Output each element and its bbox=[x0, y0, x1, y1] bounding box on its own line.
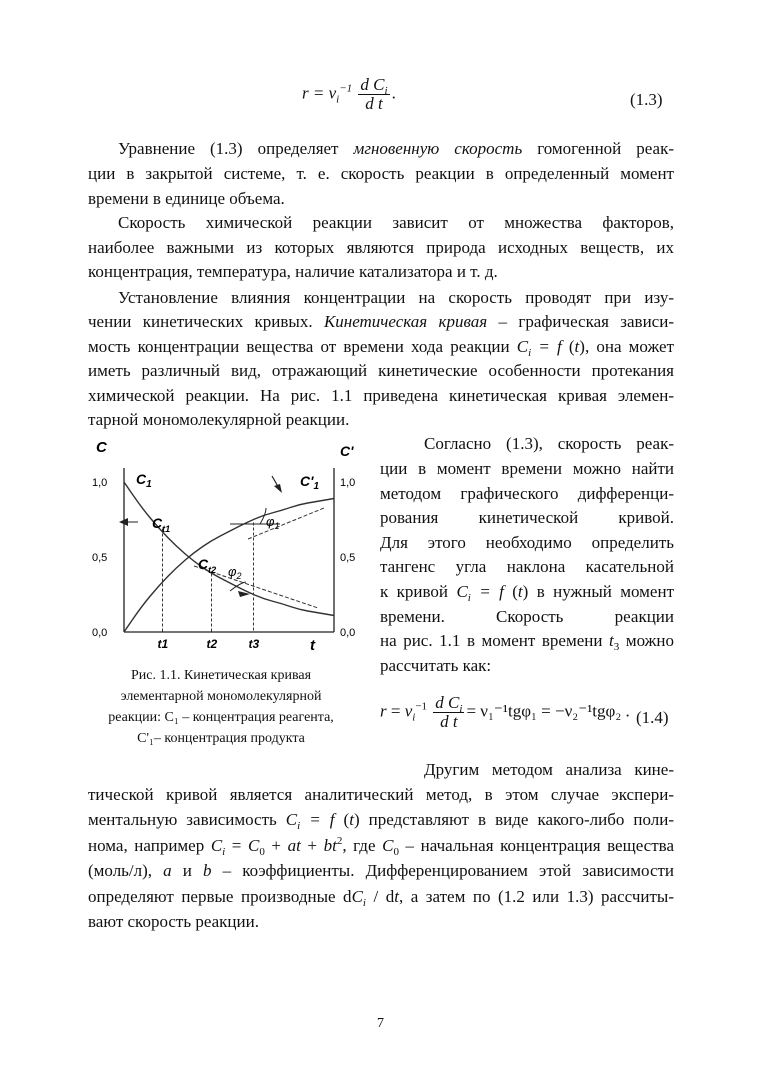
text-line: Другим методом анализа кине- bbox=[424, 760, 674, 779]
eq-fraction: $\frac{d C_i}{\text{d t}}$ bbox=[360, 75, 388, 113]
kinetic-curve-figure bbox=[88, 436, 360, 658]
text-line: Установление влияния концентрации на скорость проводят при изу- bbox=[118, 288, 674, 307]
chart-curves bbox=[124, 482, 334, 632]
label-c1: $C_1$ bbox=[136, 471, 152, 490]
text-line: тангенс угла наклона касательной bbox=[380, 557, 674, 576]
text-line: ции в момент времени можно найти bbox=[380, 459, 674, 478]
label-c1-prime: $C'_1$ bbox=[300, 473, 320, 492]
text-line: времени. Скорость реакции bbox=[380, 607, 674, 626]
text-line: (моль/л), a и b – коэффициенты. Дифференцированием этой зависимости bbox=[88, 861, 675, 880]
equation-1-4: $r = \nu_i^{-1}$ $\frac{d C_i}{\text{d t}}$ = ν₁⁻¹tgφ₁ = −ν₂⁻¹tgφ₂ . bbox=[380, 693, 630, 731]
label-ct2: $C_{t2}$ bbox=[198, 556, 217, 575]
text-line: на рис. 1.1 в момент времени $t_3$ можно bbox=[380, 631, 674, 653]
text-line: к кривой $C_i = f$ (t) в нужный момент bbox=[380, 582, 675, 604]
label-phi2: $\varphi_2$ bbox=[228, 564, 242, 581]
text-line: времени в единице объема. bbox=[88, 189, 285, 208]
text-line: иметь различный вид, отражающий кинетические особенности протекания bbox=[88, 361, 674, 380]
page-number: 7 bbox=[377, 1016, 384, 1031]
text-line: мость концентрации вещества от времени хода реакции $C_i = f$ (t), она может bbox=[88, 337, 674, 359]
y-tick-label-left: 0,0 bbox=[92, 627, 108, 639]
y-tick-label-left: 0,5 bbox=[92, 552, 108, 564]
text-line: определяют первые производные $dC_i$ / dt, а затем по (1.2 или 1.3) рассчиты- bbox=[88, 887, 674, 909]
text-line: тической кривой является аналитический метод, в этом случае экспери- bbox=[88, 785, 674, 804]
label-phi1: $\varphi_1$ bbox=[266, 514, 280, 531]
text-line: чении кинетических кривых. Кинетическая кривая – графическая зависи- bbox=[88, 312, 674, 331]
text-line: наиболее важными из которых являются природа исходных веществ, их bbox=[88, 238, 674, 257]
text-line: тарной мономолекулярной реакции. bbox=[88, 410, 350, 429]
equation-number: (1.3) bbox=[630, 90, 663, 109]
x-axis-label: t bbox=[310, 637, 315, 654]
x-tick-label: t1 bbox=[157, 637, 169, 651]
eq-rhs: = ν₁⁻¹tgφ₁ = −ν₂⁻¹tgφ₂ . bbox=[466, 701, 630, 721]
text-line: рования кинетической кривой. bbox=[380, 508, 674, 527]
text-line: вают скорость реакции. bbox=[88, 912, 259, 931]
y-tick-label-right: 1,0 bbox=[340, 477, 356, 489]
x-tick-label: t2 bbox=[206, 637, 218, 651]
x-tick-label: t3 bbox=[248, 637, 260, 651]
text-line: концентрация, температура, наличие катализатора и т. д. bbox=[88, 262, 498, 281]
text-line: ции в закрытой системе, т. е. скорость реакции в определенный момент bbox=[88, 164, 674, 183]
text-line: рассчитать как: bbox=[380, 656, 492, 675]
text-line: Уравнение (1.3) определяет мгновенную скорость гомогенной реак- bbox=[118, 139, 675, 158]
figure-caption: Рис. 1.1. Кинетическая кривая элементарной мономолекулярной реакции: C₁ – концентрация реагента, C'₁– концентрация продукта bbox=[108, 668, 334, 746]
y-tick-label-left: 1,0 bbox=[92, 477, 108, 489]
y-tick-label-right: 0,5 bbox=[340, 552, 356, 564]
text-line: нома, например $C_i = C_0$ + at + $bt^2$, где $C_0$ – начальная концентрация вещества bbox=[88, 835, 674, 858]
y-axis-label-left: C bbox=[96, 439, 107, 456]
y-axis-label-right: C' bbox=[340, 443, 354, 459]
text-line: Согласно (1.3), скорость реак- bbox=[424, 434, 674, 453]
text-line: Скорость химической реакции зависит от множества факторов, bbox=[118, 213, 674, 232]
label-ct1: $C_{t1}$ bbox=[152, 515, 171, 534]
text-line: методом графического дифференци- bbox=[380, 484, 674, 503]
y-tick-label-right: 0,0 bbox=[340, 627, 356, 639]
chart-axes bbox=[124, 468, 334, 632]
text-line: ментальную зависимость $C_i = f$ (t) представляют в виде какого-либо поли- bbox=[88, 810, 674, 832]
equation-1-3: $r = \nu_i^{-1}$ $\frac{d C_i}{\text{d t}}$ . bbox=[302, 75, 396, 113]
equation-number: (1.4) bbox=[636, 708, 669, 727]
eq-lhs: r bbox=[302, 83, 309, 103]
series-line-c1 bbox=[124, 482, 334, 616]
text-line: Для этого необходимо определить bbox=[380, 533, 674, 552]
text-line: химической реакции. На рис. 1.1 приведена кинетическая кривая элемен- bbox=[88, 386, 674, 405]
chart-tangents bbox=[119, 476, 324, 608]
